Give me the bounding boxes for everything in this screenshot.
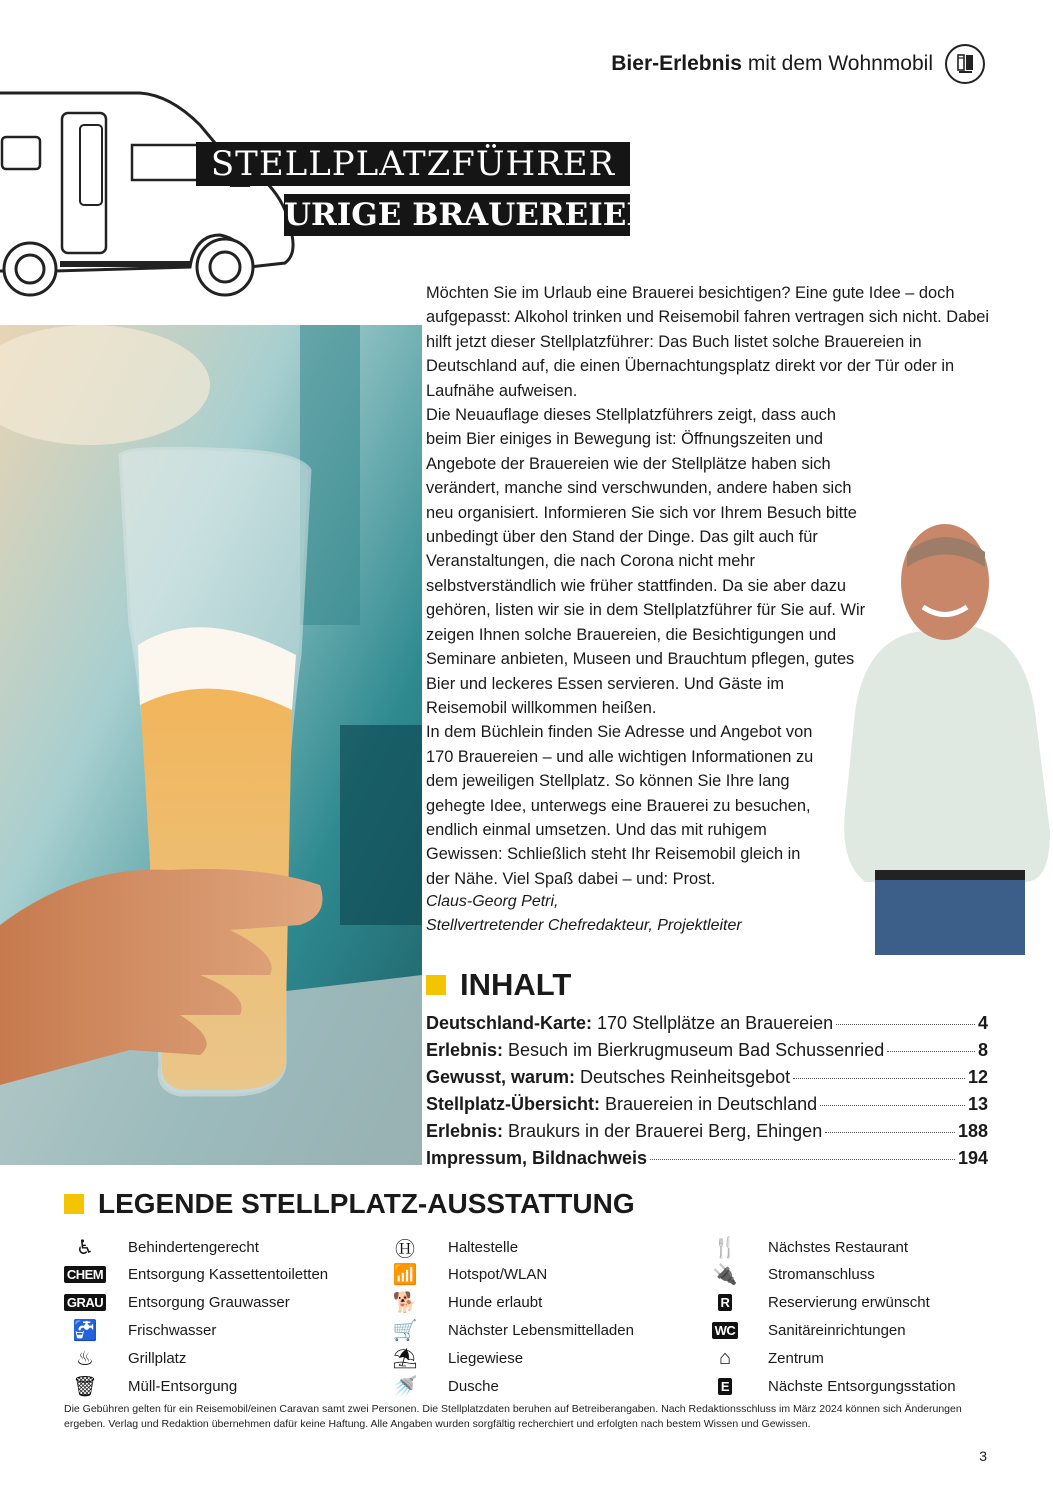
disposal-station-icon: E <box>704 1374 746 1398</box>
signature <box>426 890 742 938</box>
editorial-paragraph: Die Neuauflage dieses Stellplatzführers zeigt, dass auch beim Bier einiges in Bewegung ist: Öffnungszeiten und Angebote der Brauereien wie der Stellplätze haben sich verändert, manche sind verschwunden, andere haben sich neu organisiert. Informieren Sie sich vor Ihrem Besuch bitte unbedingt über den Stand der Dinge. Das gilt auch für Veranstaltungen, die nach Corona nicht mehr selbstverständlich wie früher stattfinden. Da sie aber dazu gehören, listen wir sie in dem Stellplatzführer für Sie auf. Wir zeigen Ihnen solche Brauereien, die Besichtigungen und Seminare anbieten, Museen und Brauchtum pflegen, gutes Bier und leckeres Essen servieren. Und Gäste im Reisemobil willkommen heißen. <box>426 406 866 717</box>
wc-icon: WC <box>704 1318 746 1342</box>
bus-stop-icon: Ⓗ <box>395 1238 415 1261</box>
chem-icon: CHEM <box>64 1263 106 1287</box>
beer-glass-photo <box>0 325 422 1165</box>
reservation-icon: R <box>704 1291 746 1315</box>
legend-label: Zentrum <box>768 1349 824 1367</box>
legend-label: Nächste Entsorgungsstation <box>768 1377 956 1395</box>
toc-leader <box>820 1105 965 1106</box>
toc-entry[interactable]: Deutschland-Karte: 170 Stellplätze an Brauereien 4 <box>426 1010 988 1037</box>
legend-item <box>64 1317 216 1343</box>
legend-label: Entsorgung Kassettentoiletten <box>128 1266 329 1284</box>
toc-leader <box>836 1024 975 1025</box>
toc-leader <box>887 1051 975 1052</box>
footnote: Die Gebühren gelten für ein Reisemobil/einen Caravan samt zwei Personen. Die Stellplatzdaten beruhen auf Betreiberangaben. Nach Redaktionsschluss im März 2024 können sich Änderungen ergeben. Verlag und Redaktion übernehmen dafür keine Haftung. Alle Angaben wurden sorgfältig recherchiert und erfolgten nach bestem Wissen und Gewissen. <box>64 1403 962 1430</box>
legend-label: Sanitäreinrichtungen <box>768 1321 906 1339</box>
toc-page-number: 12 <box>967 1067 988 1087</box>
legend-item <box>704 1317 906 1343</box>
toc-page-number: 13 <box>967 1094 988 1114</box>
toc-page-number: 4 <box>977 1013 988 1033</box>
legend-item <box>64 1234 259 1260</box>
legend-label: Nächstes Restaurant <box>768 1238 909 1256</box>
editorial-paragraph: In dem Büchlein finden Sie Adresse und Angebot von 170 Brauereien – und alle wichtigen Informationen zu dem jeweiligen Stellplatz. So können Sie Ihre lang gehegte Idee, unterwegs eine Brauerei zu besuchen, endlich einmal umsetzen. Und das mit ruhigem Gewissen: Schließlich steht Ihr Reisemobil gleich in der Nähe. Viel Spaß dabei – und: Prost. <box>426 723 814 888</box>
water-tap-icon: 🚰 <box>72 1319 98 1342</box>
toc-leader <box>650 1159 955 1160</box>
beer-glass-icon <box>945 44 985 84</box>
table-of-contents <box>426 1010 988 1172</box>
shower-icon: 🚿 <box>392 1375 418 1398</box>
toc-entry[interactable]: Erlebnis: Braukurs in der Brauerei Berg, Ehingen 188 <box>426 1118 988 1145</box>
legend-item <box>384 1345 523 1371</box>
legend-item <box>384 1373 499 1399</box>
legend-label: Müll-Entsorgung <box>128 1377 238 1395</box>
toc-entry[interactable]: Impressum, Bildnachweis 194 <box>426 1145 988 1172</box>
legend-item <box>64 1373 237 1399</box>
shopping-cart-icon: 🛒 <box>392 1319 418 1342</box>
toc-page-number: 188 <box>957 1121 988 1141</box>
town-center-icon: ⌂ <box>718 1346 732 1369</box>
legend-item <box>384 1234 518 1260</box>
legend-label: Liegewiese <box>448 1349 524 1367</box>
editorial-text <box>426 281 998 891</box>
accent-square <box>426 975 446 995</box>
editorial-paragraph: Möchten Sie im Urlaub eine Brauerei besichtigen? Eine gute Idee – doch aufgepasst: Alkohol trinken und Reisemobil fahren vertragen sich nicht. Dabei hilft jetzt dieser Stellplatzführer: Das Buch listet solche Brauereien in Deutschland auf, die einen Übernachtungsplatz direkt vor der Tür oder in Laufnähe aufweisen. <box>426 284 990 400</box>
legend-label: Frischwasser <box>128 1321 217 1339</box>
legend-item <box>704 1234 908 1260</box>
legend-label: Reservierung erwünscht <box>768 1294 930 1312</box>
legend-item <box>704 1290 930 1316</box>
signature-role: Stellvertretender Chefredakteur, Projektleiter <box>426 917 742 934</box>
running-head <box>611 52 933 76</box>
legend-heading: LEGENDE STELLPLATZ-AUSSTATTUNG <box>64 1188 635 1220</box>
legend-label: Dusche <box>448 1377 499 1395</box>
deckchair-icon: ⛱ <box>392 1347 418 1370</box>
title-line-1: STELLPLATZFÜHRER <box>196 142 630 186</box>
legend-label: Behindertengerecht <box>128 1238 259 1256</box>
legend-label: Stromanschluss <box>768 1266 875 1284</box>
toc-leader <box>825 1132 955 1133</box>
legend-label: Grillplatz <box>128 1349 187 1367</box>
grau-icon: GRAU <box>64 1291 106 1315</box>
van-illustration <box>0 85 320 305</box>
legend-item <box>384 1317 634 1343</box>
inhalt-heading: INHALT <box>426 967 571 1003</box>
legend-label: Entsorgung Grauwasser <box>128 1294 290 1312</box>
page-number: 3 <box>979 1448 987 1464</box>
legend-item <box>64 1345 186 1371</box>
toc-entry[interactable]: Erlebnis: Besuch im Bierkrugmuseum Bad Schussenried 8 <box>426 1037 988 1064</box>
legend-label: Haltestelle <box>448 1238 519 1256</box>
legend-item <box>704 1373 956 1399</box>
wifi-icon: 📶 <box>392 1264 418 1287</box>
legend-item <box>704 1345 824 1371</box>
grill-icon: ♨ <box>76 1347 94 1370</box>
trash-icon: 🗑 <box>72 1375 98 1398</box>
running-head-bold: Bier-Erlebnis <box>611 52 742 75</box>
legend-item <box>704 1262 875 1288</box>
wheelchair-icon: ♿ <box>76 1236 94 1259</box>
toc-entry[interactable]: Stellplatz-Übersicht: Brauereien in Deutschland 13 <box>426 1091 988 1118</box>
running-head-rest: mit dem Wohnmobil <box>741 52 933 75</box>
toc-page-number: 8 <box>977 1040 988 1060</box>
toc-page-number: 194 <box>957 1148 988 1168</box>
title-line-2: URIGE BRAUEREIEN <box>284 194 630 236</box>
legend-item <box>384 1262 547 1288</box>
legend-label: Hotspot/WLAN <box>448 1266 548 1284</box>
power-plug-icon: 🔌 <box>712 1264 738 1287</box>
legend-item <box>64 1290 290 1316</box>
legend-item <box>384 1290 542 1316</box>
dog-icon: 🐕 <box>392 1292 418 1315</box>
legend-item <box>64 1262 328 1288</box>
accent-square <box>64 1194 84 1214</box>
legend-label: Hunde erlaubt <box>448 1294 543 1312</box>
signature-name: Claus-Georg Petri, <box>426 893 559 910</box>
legend-label: Nächster Lebensmittelladen <box>448 1321 634 1339</box>
restaurant-icon: 🍴 <box>712 1236 738 1259</box>
toc-leader <box>793 1078 965 1079</box>
toc-entry[interactable]: Gewusst, warum: Deutsches Reinheitsgebot 12 <box>426 1064 988 1091</box>
